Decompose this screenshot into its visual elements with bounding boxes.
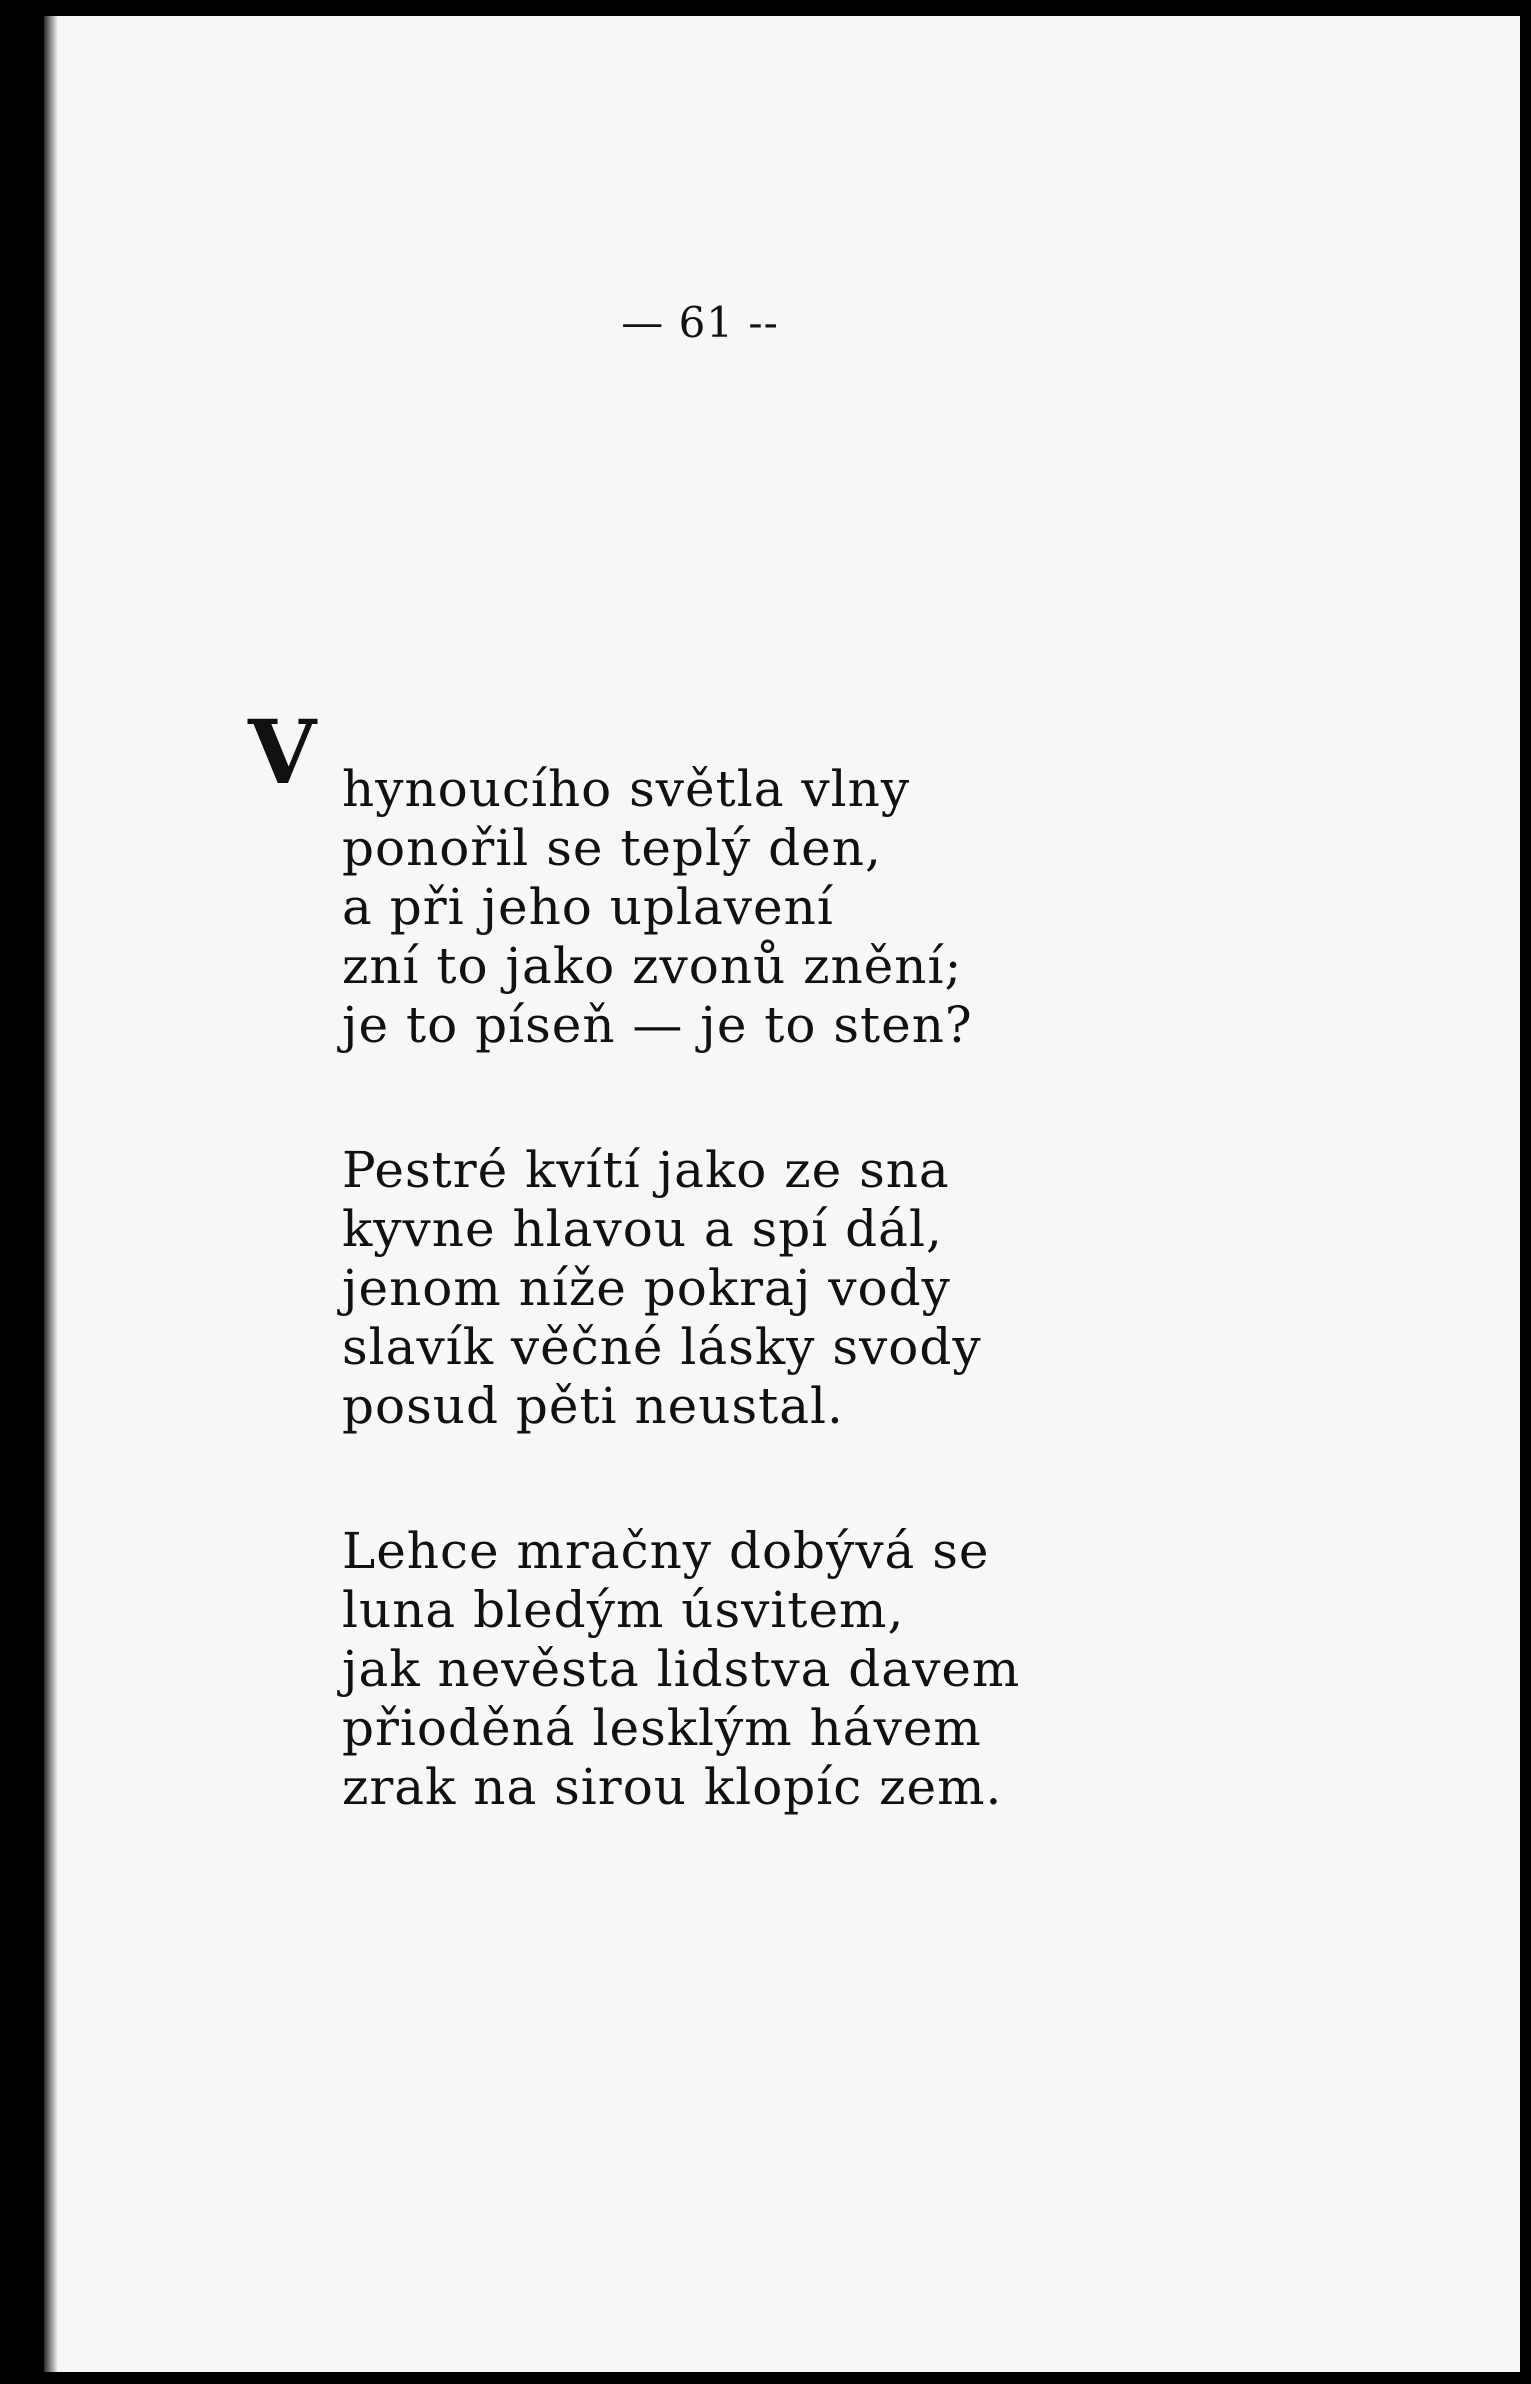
drop-cap: V [248, 700, 317, 804]
poem-line: slavík věčné lásky svody [342, 1318, 982, 1376]
page-number: — 61 -- [621, 298, 779, 347]
poem-line: Lehce mračny dobývá se [342, 1522, 990, 1580]
poem-line: posud pěti neustal. [342, 1377, 844, 1435]
stanza-2 [342, 1141, 1392, 1436]
poem-line: jak nevěsta lidstva davem [342, 1640, 1021, 1698]
poem-line: přioděná lesklým hávem [342, 1699, 982, 1757]
poem-line: zrak na sirou klopíc zem. [342, 1758, 1003, 1816]
poem-body [342, 760, 1392, 1903]
poem-line: hynoucího světla vlny [342, 760, 911, 818]
stanza-3 [342, 1522, 1392, 1817]
poem-line: je to píseň — je to sten? [342, 996, 973, 1054]
poem-line: jenom níže pokraj vody [342, 1259, 951, 1317]
stanza-1 [342, 760, 1392, 1055]
spine-shadow [44, 16, 58, 2372]
poem-line: kyvne hlavou a spí dál, [342, 1200, 943, 1258]
poem-line: ponořil se teplý den, [342, 819, 882, 877]
poem-line: Pestré kvítí jako ze sna [342, 1141, 950, 1199]
poem-line: luna bledým úsvitem, [342, 1581, 905, 1639]
poem-line: zní to jako zvonů znění; [342, 937, 963, 995]
poem-line: a při jeho uplavení [342, 878, 834, 936]
